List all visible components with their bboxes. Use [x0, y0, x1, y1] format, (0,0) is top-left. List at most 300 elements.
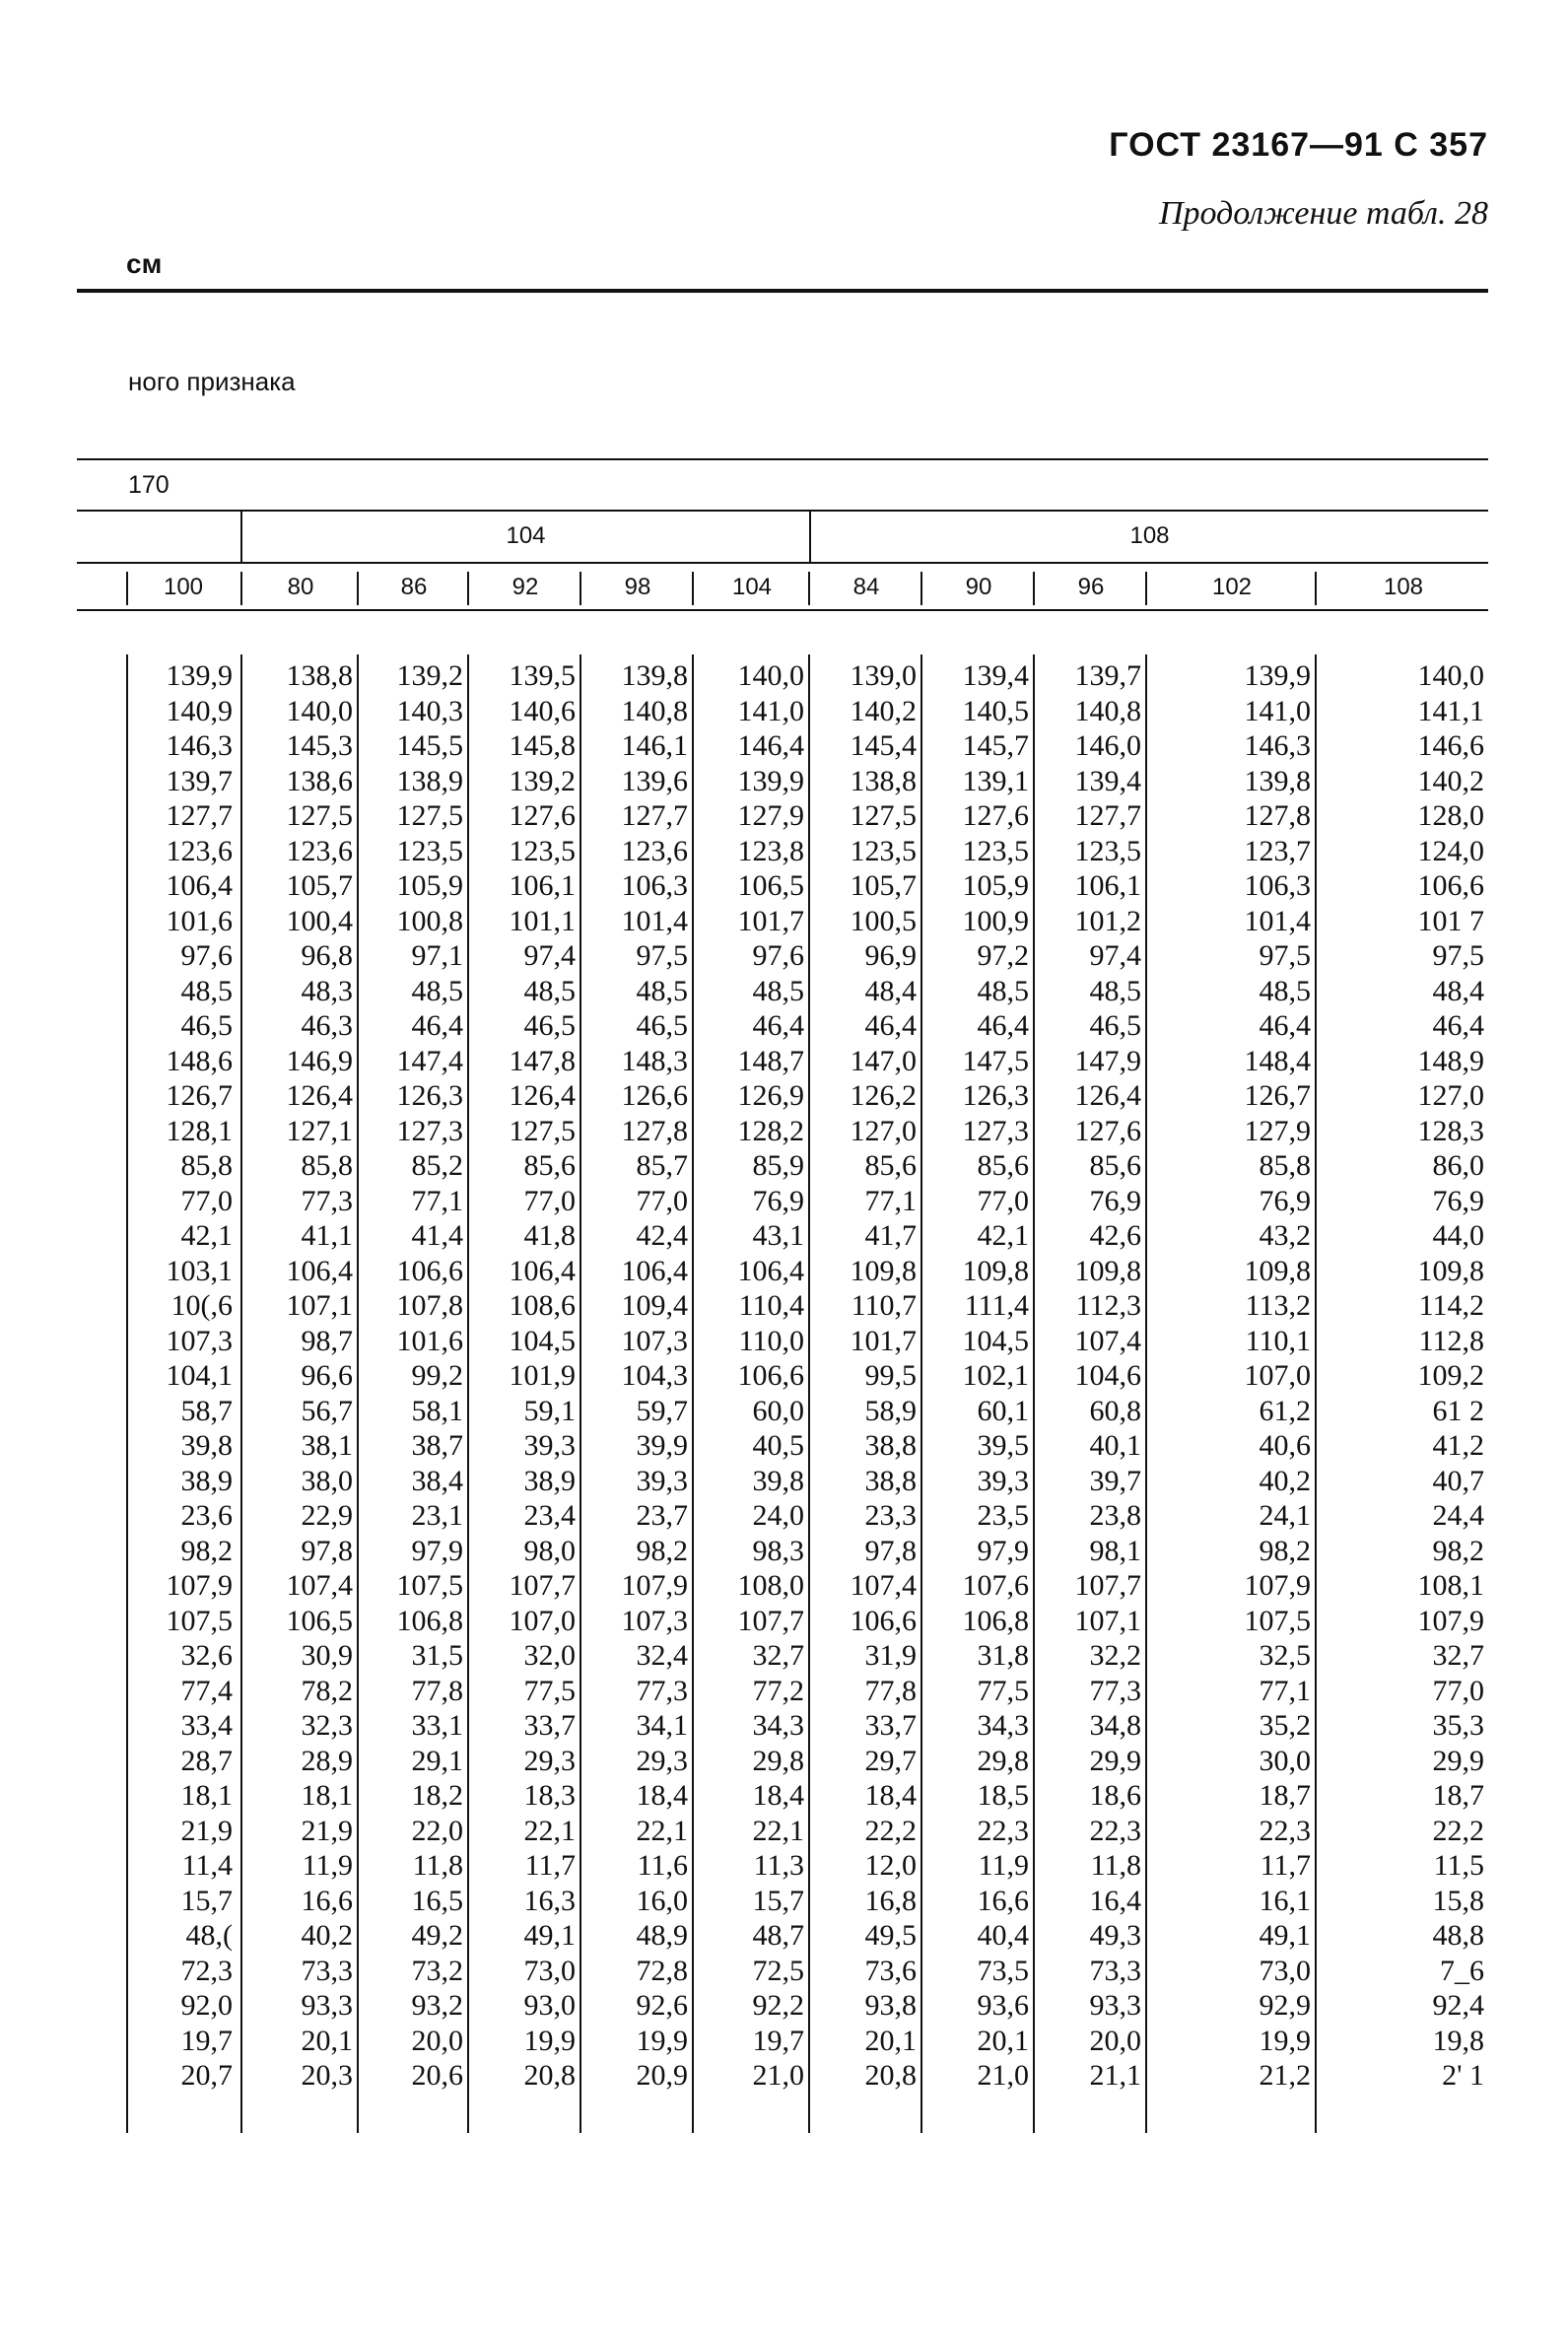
table-cell: 16,1	[1259, 1884, 1311, 1917]
header-separator	[126, 572, 128, 605]
data-column-6	[812, 658, 917, 2094]
table-cell: 40,1	[1089, 1429, 1141, 1462]
table-cell: 111,4	[964, 1289, 1029, 1322]
table-cell: 76,9	[1259, 1184, 1311, 1217]
table-cell: 16,0	[636, 1884, 688, 1917]
table-cell: 148,4	[1244, 1044, 1311, 1077]
table-cell: 123,8	[737, 834, 804, 867]
table-cell: 77,3	[636, 1674, 688, 1707]
table-cell: 140,6	[509, 694, 576, 727]
table-cell: 19,7	[180, 2024, 233, 2057]
table-cell: 85,6	[977, 1149, 1029, 1182]
table-cell: 24,4	[1432, 1499, 1484, 1532]
table-cell: 138,6	[286, 764, 353, 797]
table-cell: 126,3	[396, 1079, 463, 1112]
table-cell: 16,5	[411, 1884, 463, 1917]
table-cell: 127,8	[1244, 799, 1311, 832]
table-cell: 139,6	[621, 764, 688, 797]
table-cell: 106,4	[737, 1254, 804, 1287]
table-cell: 22,2	[864, 1814, 917, 1847]
table-cell: 127,7	[166, 799, 233, 832]
table-cell: 105,7	[850, 869, 917, 902]
table-cell: 139,1	[962, 764, 1029, 797]
table-cell: 97,8	[301, 1534, 353, 1567]
table-cell: 139,9	[1244, 659, 1311, 692]
table-cell: 18,3	[523, 1779, 576, 1812]
table-cell: 77,3	[1089, 1674, 1141, 1707]
table-cell: 12,0	[864, 1849, 917, 1882]
column-rule	[1033, 654, 1035, 2133]
table-cell: 106,4	[621, 1254, 688, 1287]
table-cell: 107,7	[1074, 1569, 1141, 1602]
table-cell: 77,1	[1259, 1674, 1311, 1707]
table-cell: 147,8	[509, 1044, 576, 1077]
table-cell: 24,1	[1259, 1499, 1311, 1532]
table-cell: 148,3	[621, 1044, 688, 1077]
table-cell: 107,3	[166, 1324, 233, 1357]
table-cell: 32,0	[523, 1639, 576, 1672]
table-cell: 42,6	[1089, 1219, 1141, 1252]
table-cell: 97,6	[180, 939, 233, 972]
table-cell: 39,8	[180, 1429, 233, 1462]
table-cell: 23,8	[1089, 1499, 1141, 1532]
table-cell: 103,1	[166, 1254, 233, 1287]
table-cell: 46,4	[411, 1009, 463, 1042]
table-cell: 148,9	[1417, 1044, 1484, 1077]
table-cell: 146,1	[621, 729, 688, 762]
table-cell: 108,6	[509, 1289, 576, 1322]
table-cell: 93,2	[411, 1989, 463, 2022]
table-cell: 11,8	[1090, 1849, 1141, 1882]
table-cell: 141,0	[737, 694, 804, 727]
table-cell: 97,1	[411, 939, 463, 972]
header-separator	[692, 572, 694, 605]
table-cell: 48,5	[977, 974, 1029, 1007]
table-cell: 107,4	[850, 1569, 917, 1602]
table-cell: 145,3	[286, 729, 353, 762]
table-cell: 127,7	[621, 799, 688, 832]
data-column-0	[130, 658, 233, 2094]
table-cell: 127,8	[621, 1114, 688, 1147]
table-cell: 40,5	[752, 1429, 804, 1462]
table-cell: 107,3	[621, 1604, 688, 1637]
table-cell: 38,0	[301, 1464, 353, 1497]
table-cell: 105,9	[962, 869, 1029, 902]
table-cell: 146,6	[1417, 729, 1484, 762]
table-cell: 73,3	[301, 1954, 353, 1987]
table-cell: 105,7	[286, 869, 353, 902]
table-cell: 113,2	[1245, 1289, 1311, 1322]
table-cell: 106,4	[166, 869, 233, 902]
table-cell: 77,8	[864, 1674, 917, 1707]
table-cell: 20,0	[411, 2024, 463, 2057]
table-cell: 33,1	[411, 1709, 463, 1742]
table-cell: 21,0	[752, 2059, 804, 2092]
table-cell: 39,3	[977, 1464, 1029, 1497]
table-cell: 46,3	[301, 1009, 353, 1042]
table-cell: 123,6	[621, 834, 688, 867]
column-rule	[126, 654, 128, 2133]
table-cell: 92,0	[180, 1989, 233, 2022]
table-cell: 48,(	[185, 1919, 233, 1952]
table-cell: 40,2	[1259, 1464, 1311, 1497]
table-cell: 41,4	[411, 1219, 463, 1252]
table-cell: 32,7	[752, 1639, 804, 1672]
table-cell: 101,4	[621, 904, 688, 937]
table-cell: 30,9	[301, 1639, 353, 1672]
table-cell: 139,2	[396, 659, 463, 692]
table-cell: 48,9	[636, 1919, 688, 1952]
column-rule	[1145, 654, 1147, 2133]
table-cell: 104,5	[962, 1324, 1029, 1357]
table-cell: 19,9	[523, 2024, 576, 2057]
table-cell: 123,5	[396, 834, 463, 867]
table-cell: 11,4	[181, 1849, 233, 1882]
column-header-6: 84	[852, 574, 880, 600]
table-cell: 32,4	[636, 1639, 688, 1672]
table-cell: 38,9	[180, 1464, 233, 1497]
table-cell: 140,0	[286, 694, 353, 727]
table-cell: 139,9	[737, 764, 804, 797]
table-cell: 107,5	[1244, 1604, 1311, 1637]
table-cell: 98,7	[301, 1324, 353, 1357]
table-cell: 139,4	[962, 659, 1029, 692]
table-cell: 29,8	[752, 1744, 804, 1777]
table-cell: 128,2	[737, 1114, 804, 1147]
table-cell: 31,5	[411, 1639, 463, 1672]
table-cell: 138,8	[286, 659, 353, 692]
table-cell: 38,8	[864, 1464, 917, 1497]
table-cell: 11,7	[1260, 1849, 1311, 1882]
table-cell: 106,3	[1244, 869, 1311, 902]
table-cell: 76,9	[1432, 1184, 1484, 1217]
table-cell: 19,9	[636, 2024, 688, 2057]
table-cell: 23,4	[523, 1499, 576, 1532]
header-separator	[1315, 572, 1317, 605]
table-cell: 106,1	[509, 869, 576, 902]
table-cell: 107,9	[1244, 1569, 1311, 1602]
table-cell: 123,6	[286, 834, 353, 867]
table-cell: 101,6	[396, 1324, 463, 1357]
table-cell: 148,7	[737, 1044, 804, 1077]
table-cell: 15,7	[180, 1884, 233, 1917]
column-rule	[1315, 654, 1317, 2133]
data-column-2	[361, 658, 463, 2094]
table-cell: 73,3	[1089, 1954, 1141, 1987]
table-cell: 109,4	[621, 1289, 688, 1322]
table-cell: 31,9	[864, 1639, 917, 1672]
table-cell: 39,3	[523, 1429, 576, 1462]
table-cell: 60,0	[752, 1394, 804, 1427]
table-cell: 49,5	[864, 1919, 917, 1952]
column-header-9: 102	[1211, 574, 1253, 600]
table-cell: 18,6	[1089, 1779, 1141, 1812]
table-cell: 100,8	[396, 904, 463, 937]
table-cell: 39,7	[1089, 1464, 1141, 1497]
table-cell: 123,7	[1244, 834, 1311, 867]
table-cell: 46,4	[864, 1009, 917, 1042]
table-cell: 145,4	[850, 729, 917, 762]
table-cell: 110,7	[851, 1289, 917, 1322]
standard-code: ГОСТ 23167—91 С 357	[1109, 126, 1488, 164]
table-cell: 147,9	[1074, 1044, 1141, 1077]
table-cell: 93,6	[977, 1989, 1029, 2022]
table-cell: 126,2	[850, 1079, 917, 1112]
table-cell: 29,3	[636, 1744, 688, 1777]
table-cell: 140,8	[1074, 694, 1141, 727]
table-cell: 127,5	[850, 799, 917, 832]
table-cell: 123,6	[166, 834, 233, 867]
table-cell: 107,9	[166, 1569, 233, 1602]
table-cell: 73,0	[523, 1954, 576, 1987]
table-cell: 73,6	[864, 1954, 917, 1987]
table-cell: 72,3	[180, 1954, 233, 1987]
table-cell: 38,1	[301, 1429, 353, 1462]
table-cell: 104,1	[166, 1359, 233, 1392]
table-cell: 86,0	[1432, 1149, 1484, 1182]
table-cell: 73,5	[977, 1954, 1029, 1987]
table-cell: 77,0	[1432, 1674, 1484, 1707]
table-cell: 112,3	[1075, 1289, 1141, 1322]
column-rule	[357, 654, 359, 2133]
table-cell: 127,9	[737, 799, 804, 832]
table-cell: 48,5	[523, 974, 576, 1007]
table-cell: 40,6	[1259, 1429, 1311, 1462]
table-cell: 76,9	[752, 1184, 804, 1217]
table-cell: 32,7	[1432, 1639, 1484, 1672]
table-cell: 21,1	[1089, 2059, 1141, 2092]
table-cell: 20,0	[1089, 2024, 1141, 2057]
table-cell: 109,8	[1417, 1254, 1484, 1287]
table-cell: 23,7	[636, 1499, 688, 1532]
column-rule	[240, 654, 242, 2133]
table-cell: 18,4	[752, 1779, 804, 1812]
table-cell: 139,5	[509, 659, 576, 692]
table-cell: 43,2	[1259, 1219, 1311, 1252]
table-cell: 40,4	[977, 1919, 1029, 1952]
table-cell: 20,3	[301, 2059, 353, 2092]
table-cell: 7_6	[1440, 1954, 1484, 1987]
table-cell: 29,9	[1089, 1744, 1141, 1777]
table-cell: 107,5	[166, 1604, 233, 1637]
table-cell: 20,8	[864, 2059, 917, 2092]
table-cell: 73,2	[411, 1954, 463, 1987]
table-cell: 46,4	[1259, 1009, 1311, 1042]
table-cell: 101 7	[1417, 904, 1484, 937]
table-cell: 126,7	[166, 1079, 233, 1112]
table-cell: 97,9	[411, 1534, 463, 1567]
group-header-104: 104	[506, 522, 546, 549]
table-cell: 21,9	[301, 1814, 353, 1847]
table-cell: 123,5	[509, 834, 576, 867]
table-cell: 85,6	[864, 1149, 917, 1182]
table-cell: 77,1	[411, 1184, 463, 1217]
table-continuation: Продолжение табл. 28	[1158, 195, 1488, 232]
header-separator	[240, 572, 242, 605]
table-cell: 43,1	[752, 1219, 804, 1252]
table-cell: 30,0	[1259, 1744, 1311, 1777]
table-cell: 146,4	[737, 729, 804, 762]
table-cell: 109,2	[1417, 1359, 1484, 1392]
table-cell: 127,0	[1417, 1079, 1484, 1112]
table-cell: 127,0	[850, 1114, 917, 1147]
table-cell: 101,1	[509, 904, 576, 937]
table-cell: 18,5	[977, 1779, 1029, 1812]
table-cell: 106,5	[286, 1604, 353, 1637]
column-header-5: 104	[731, 574, 773, 600]
table-cell: 97,9	[977, 1534, 1029, 1567]
table-cell: 18,1	[180, 1779, 233, 1812]
table-cell: 46,4	[752, 1009, 804, 1042]
column-rule	[467, 654, 469, 2133]
table-cell: 15,8	[1432, 1884, 1484, 1917]
table-cell: 38,4	[411, 1464, 463, 1497]
table-cell: 2' 1	[1442, 2059, 1484, 2092]
table-cell: 38,7	[411, 1429, 463, 1462]
table-cell: 41,7	[864, 1219, 917, 1252]
table-cell: 61 2	[1432, 1394, 1484, 1427]
data-column-10	[1319, 658, 1484, 2094]
table-cell: 48,5	[636, 974, 688, 1007]
table-cell: 106,1	[1074, 869, 1141, 902]
table-cell: 107,6	[962, 1569, 1029, 1602]
table-cell: 93,3	[301, 1989, 353, 2022]
table-cell: 127,6	[1074, 1114, 1141, 1147]
table-cell: 107,5	[396, 1569, 463, 1602]
table-cell: 24,0	[752, 1499, 804, 1532]
header-separator	[1145, 572, 1147, 605]
table-cell: 11,3	[753, 1849, 804, 1882]
table-cell: 112,8	[1418, 1324, 1484, 1357]
table-cell: 138,8	[850, 764, 917, 797]
table-cell: 49,3	[1089, 1919, 1141, 1952]
table-cell: 18,7	[1259, 1779, 1311, 1812]
table-cell: 29,7	[864, 1744, 917, 1777]
table-cell: 20,6	[411, 2059, 463, 2092]
table-cell: 22,3	[1089, 1814, 1141, 1847]
table-cell: 40,7	[1432, 1464, 1484, 1497]
header-separator	[808, 572, 810, 605]
column-header-10: 108	[1383, 574, 1424, 600]
table-cell: 33,7	[864, 1709, 917, 1742]
table-cell: 78,2	[301, 1674, 353, 1707]
table-cell: 109,8	[1244, 1254, 1311, 1287]
table-cell: 93,3	[1089, 1989, 1141, 2022]
table-cell: 109,8	[850, 1254, 917, 1287]
table-cell: 35,3	[1432, 1709, 1484, 1742]
table-cell: 141,1	[1417, 694, 1484, 727]
table-cell: 127,1	[286, 1114, 353, 1147]
data-column-1	[244, 658, 353, 2094]
table-cell: 145,7	[962, 729, 1029, 762]
table-cell: 22,2	[1432, 1814, 1484, 1847]
table-cell: 99,2	[411, 1359, 463, 1392]
table-cell: 72,8	[636, 1954, 688, 1987]
table-cell: 104,5	[509, 1324, 576, 1357]
table-cell: 28,7	[180, 1744, 233, 1777]
table-cell: 46,5	[523, 1009, 576, 1042]
table-cell: 106,5	[737, 869, 804, 902]
table-cell: 18,2	[411, 1779, 463, 1812]
table-cell: 42,4	[636, 1219, 688, 1252]
table-cell: 124,0	[1417, 834, 1484, 867]
table-cell: 20,8	[523, 2059, 576, 2092]
table-cell: 100,5	[850, 904, 917, 937]
table-cell: 98,2	[180, 1534, 233, 1567]
table-cell: 39,8	[752, 1464, 804, 1497]
table-cell: 140,8	[621, 694, 688, 727]
table-cell: 39,9	[636, 1429, 688, 1462]
column-header-7: 90	[965, 574, 992, 600]
table-cell: 39,5	[977, 1429, 1029, 1462]
table-cell: 105,9	[396, 869, 463, 902]
table-cell: 127,3	[962, 1114, 1029, 1147]
table-cell: 107,0	[1244, 1359, 1311, 1392]
table-cell: 32,2	[1089, 1639, 1141, 1672]
table-cell: 146,3	[166, 729, 233, 762]
table-cell: 58,1	[411, 1394, 463, 1427]
table-cell: 32,3	[301, 1709, 353, 1742]
data-column-5	[696, 658, 804, 2094]
top-rule	[77, 289, 1488, 293]
table-cell: 145,8	[509, 729, 576, 762]
table-cell: 101,2	[1074, 904, 1141, 937]
table-cell: 85,8	[180, 1149, 233, 1182]
table-cell: 22,3	[977, 1814, 1029, 1847]
table-cell: 106,6	[737, 1359, 804, 1392]
table-cell: 21,9	[180, 1814, 233, 1847]
table-cell: 139,7	[1074, 659, 1141, 692]
table-cell: 126,3	[962, 1079, 1029, 1112]
table-cell: 16,4	[1089, 1884, 1141, 1917]
table-cell: 11,9	[978, 1849, 1029, 1882]
table-cell: 48,5	[752, 974, 804, 1007]
table-cell: 128,1	[166, 1114, 233, 1147]
table-cell: 108,0	[737, 1569, 804, 1602]
table-cell: 97,2	[977, 939, 1029, 972]
table-cell: 10(,6	[170, 1289, 233, 1322]
table-cell: 18,1	[301, 1779, 353, 1812]
table-cell: 109,8	[1074, 1254, 1141, 1287]
table-cell: 77,0	[180, 1184, 233, 1217]
table-cell: 100,9	[962, 904, 1029, 937]
table-cell: 77,0	[636, 1184, 688, 1217]
rule-4	[77, 562, 1488, 564]
table-cell: 16,3	[523, 1884, 576, 1917]
table-cell: 29,9	[1432, 1744, 1484, 1777]
table-cell: 22,9	[301, 1499, 353, 1532]
table-cell: 107,4	[1074, 1324, 1141, 1357]
table-cell: 107,1	[1074, 1604, 1141, 1637]
table-cell: 106,6	[1417, 869, 1484, 902]
table-cell: 107,9	[621, 1569, 688, 1602]
table-cell: 18,4	[864, 1779, 917, 1812]
table-cell: 140,0	[737, 659, 804, 692]
table-cell: 139,9	[166, 659, 233, 692]
table-cell: 42,1	[977, 1219, 1029, 1252]
table-cell: 39,3	[636, 1464, 688, 1497]
table-cell: 29,8	[977, 1744, 1029, 1777]
table-cell: 77,5	[523, 1674, 576, 1707]
table-cell: 101,4	[1244, 904, 1311, 937]
table-cell: 29,3	[523, 1744, 576, 1777]
column-rule	[692, 654, 694, 2133]
table-cell: 107,0	[509, 1604, 576, 1637]
table-cell: 41,2	[1432, 1429, 1484, 1462]
header-separator	[579, 572, 581, 605]
table-cell: 31,8	[977, 1639, 1029, 1672]
table-cell: 73,0	[1259, 1954, 1311, 1987]
